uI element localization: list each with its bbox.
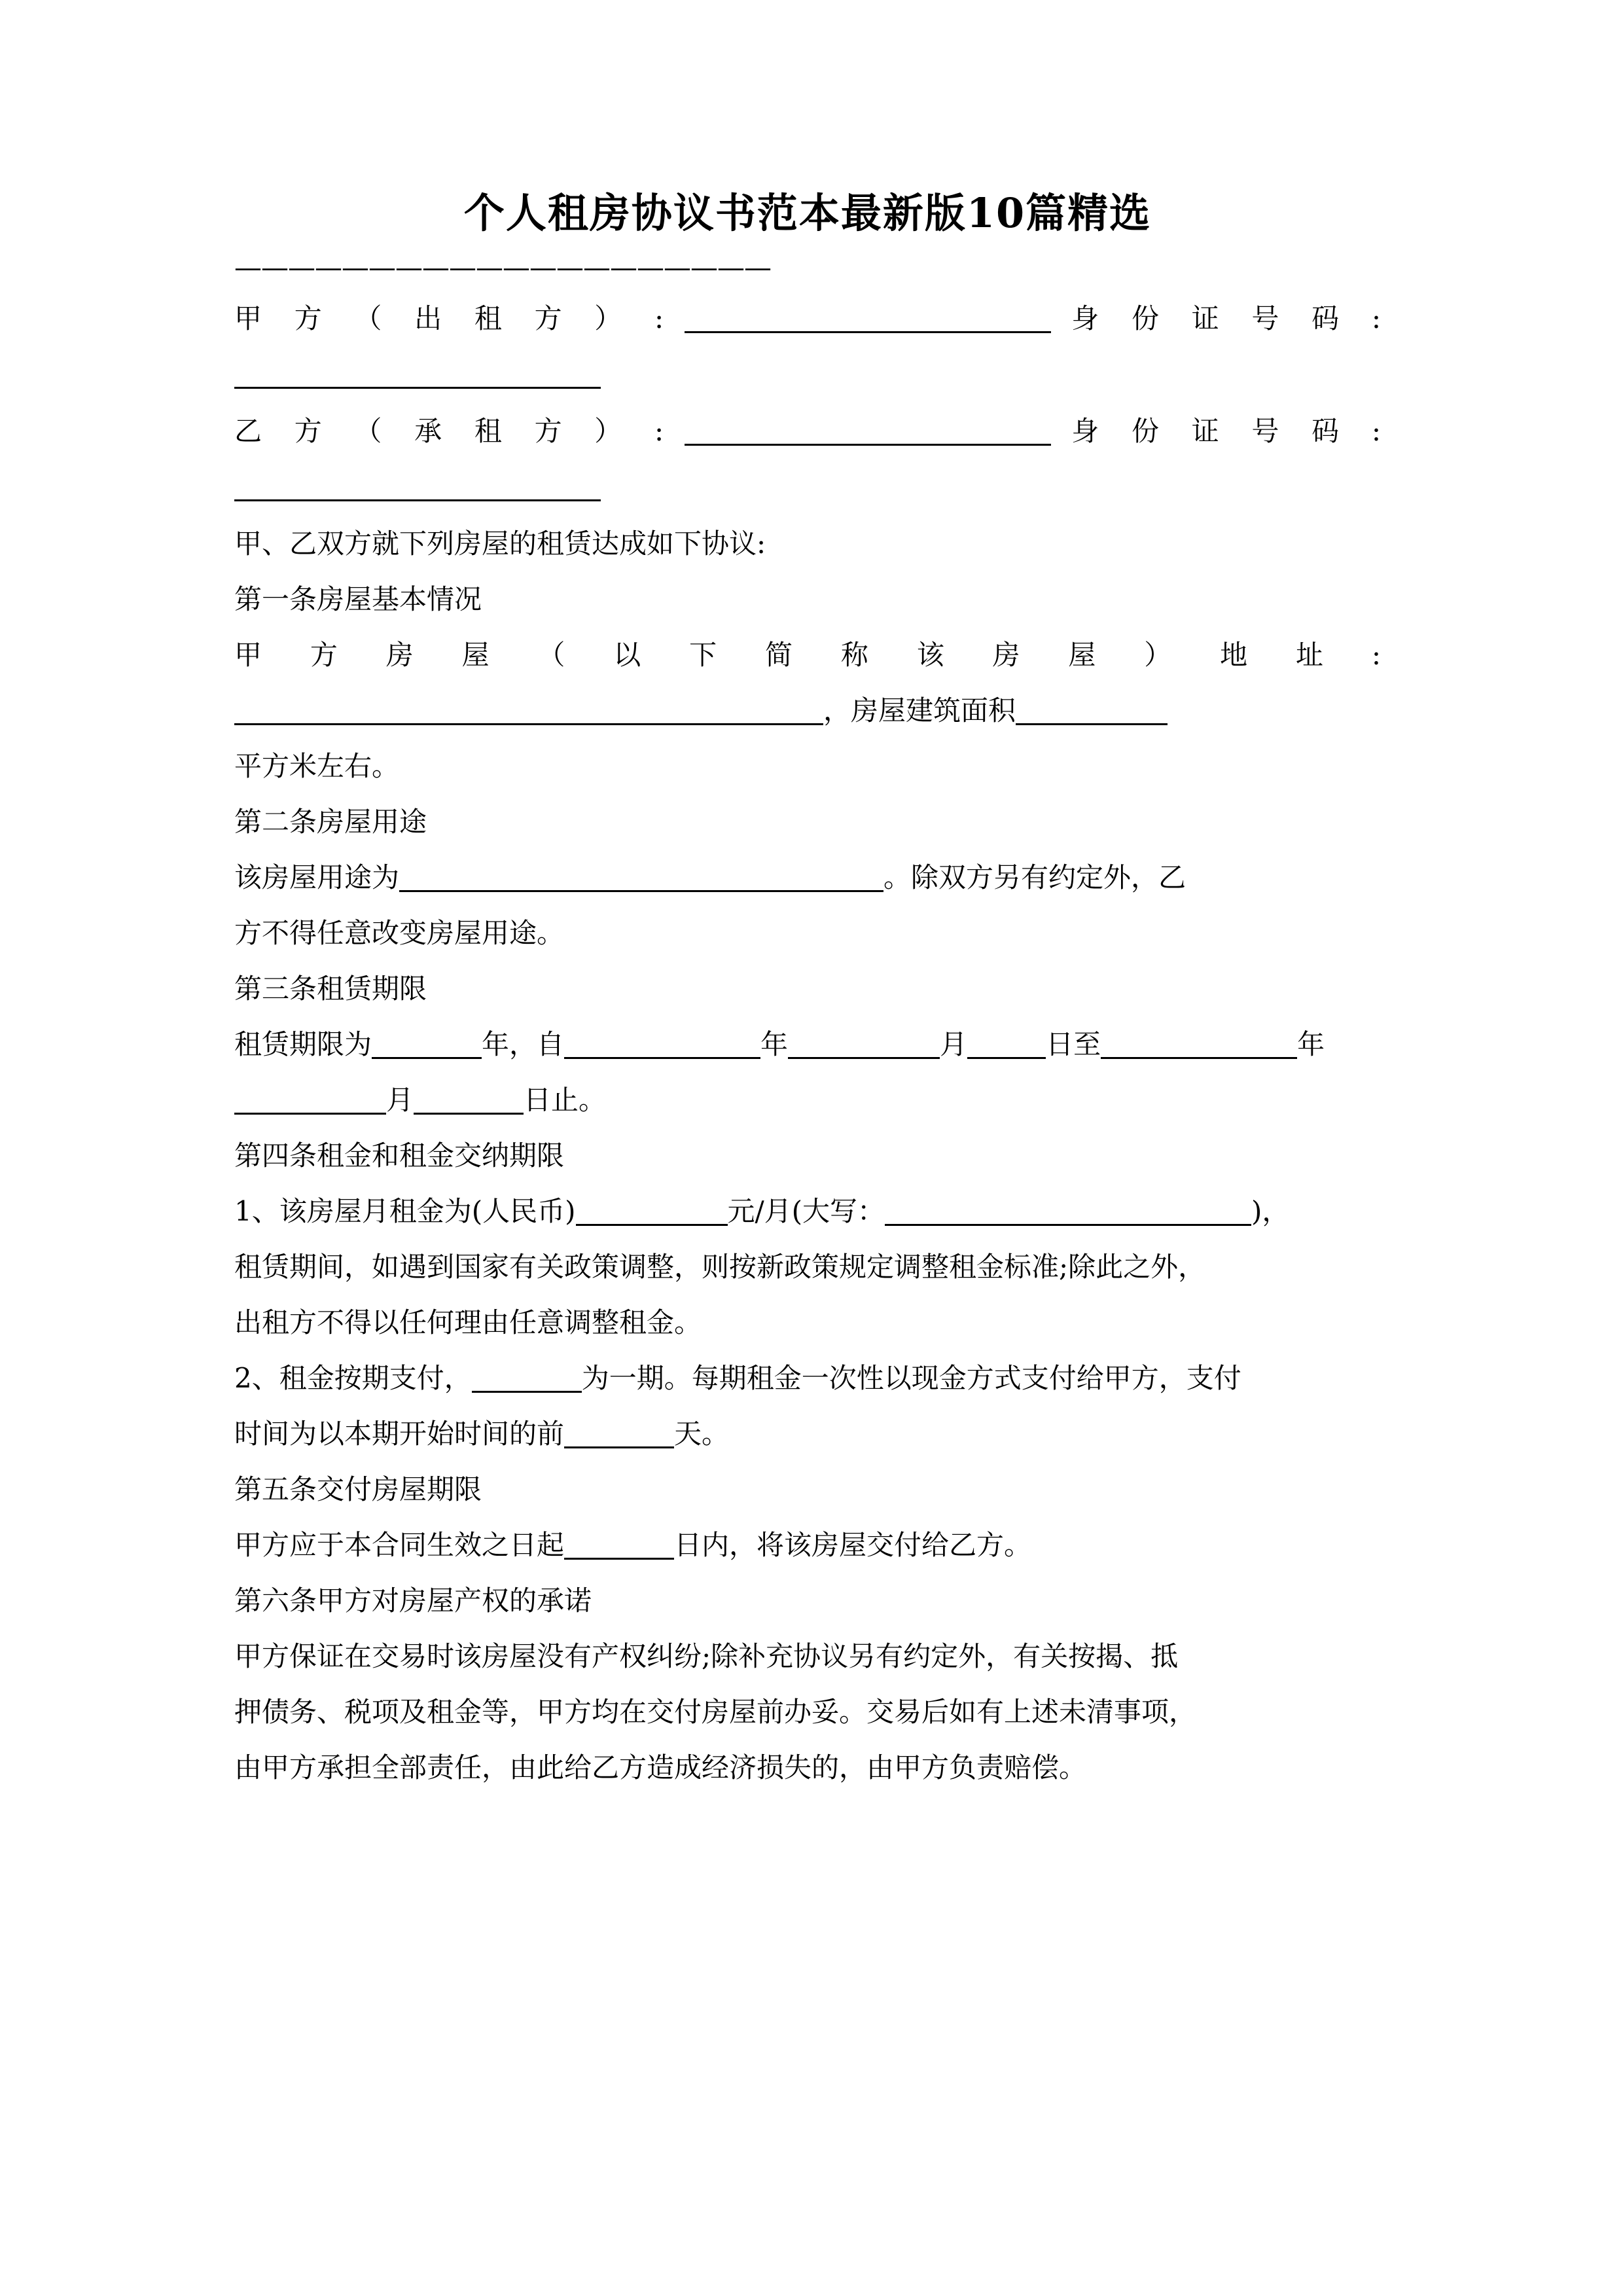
term-end-day-blank[interactable] bbox=[414, 1090, 524, 1115]
clause-3-term-line bbox=[234, 1016, 1381, 1072]
title-divider: ———————————————————— bbox=[234, 251, 771, 283]
term-y: 年 bbox=[760, 1028, 789, 1060]
clause-6-line1: 甲方保证在交易时该房屋没有产权纠纷;除补充协议另有约定外，有关按揭、抵 bbox=[234, 1640, 1179, 1672]
clause-4-item-2-line1 bbox=[234, 1350, 1381, 1406]
term-start-day-blank[interactable] bbox=[967, 1035, 1046, 1059]
term-from: 年，自 bbox=[482, 1028, 565, 1060]
term-m: 月 bbox=[940, 1028, 968, 1060]
preamble-line: 甲、乙双方就下列房屋的租赁达成如下协议: bbox=[234, 527, 766, 560]
clause-4-item-1-line3: 出租方不得以任何理由任意调整租金。 bbox=[234, 1306, 702, 1338]
term-end: 日止。 bbox=[524, 1083, 607, 1116]
clause-1-heading: 第一条房屋基本情况 bbox=[234, 583, 482, 615]
clause-3-heading: 第三条租赁期限 bbox=[234, 972, 427, 1005]
clause-4-item-1-line2: 租赁期间，如遇到国家有关政策调整，则按新政策规定调整租金标准;除此之外， bbox=[234, 1250, 1206, 1283]
rent-close-paren: )， bbox=[1251, 1194, 1290, 1227]
party-b-line bbox=[234, 403, 1381, 459]
address-label: 甲 方 房 屋 （ 以 下 简 称 该 房 屋 ） 地 址 : bbox=[234, 638, 1381, 671]
term-label: 租赁期限为 bbox=[234, 1028, 372, 1060]
clause-4-item-1-line1 bbox=[234, 1183, 1381, 1239]
deliver-days-blank[interactable] bbox=[564, 1535, 674, 1560]
party-b-id-blank[interactable] bbox=[234, 499, 601, 501]
area-label: ，房屋建筑面积 bbox=[823, 694, 1016, 726]
clause-3-term-line2 bbox=[234, 1072, 1381, 1128]
area-blank[interactable] bbox=[1016, 701, 1168, 725]
clause-6-line3: 由甲方承担全部责任，由此给乙方造成经济损失的，由甲方负责赔偿。 bbox=[234, 1751, 1087, 1784]
term-start-month-blank[interactable] bbox=[788, 1035, 940, 1059]
party-a-id-label: 身 份 证 号 码 : bbox=[1071, 302, 1382, 334]
party-a-label: 甲 方 （ 出 租 方 ） : bbox=[234, 302, 664, 334]
use-label: 该房屋用途为 bbox=[234, 861, 400, 893]
clause-1-address-line bbox=[234, 627, 1381, 683]
rent-capital-label: 元/月(大写： bbox=[727, 1194, 885, 1227]
address-blank[interactable] bbox=[234, 701, 823, 725]
clause-6-line2: 押债务、税项及租金等，甲方均在交付房屋前办妥。交易后如有上述未清事项， bbox=[234, 1695, 1197, 1728]
term-end-month-blank[interactable] bbox=[234, 1090, 386, 1115]
term-years-blank[interactable] bbox=[372, 1035, 482, 1059]
clause-1-area-unit: 平方米左右。 bbox=[234, 749, 400, 782]
rent-period-label: 2、租金按期支付， bbox=[234, 1361, 472, 1394]
rent-advance-days-blank[interactable] bbox=[564, 1424, 674, 1448]
term-y2: 年 bbox=[1297, 1028, 1325, 1060]
clause-6-heading: 第六条甲方对房屋产权的承诺 bbox=[234, 1584, 592, 1617]
term-end-year-blank[interactable] bbox=[1101, 1035, 1297, 1059]
party-b-name-blank[interactable] bbox=[685, 422, 1051, 446]
clause-2-use-line2: 方不得任意改变房屋用途。 bbox=[234, 916, 565, 949]
clause-2-use-line bbox=[234, 850, 1381, 905]
deliver-suffix: 日内，将该房屋交付给乙方。 bbox=[674, 1528, 1032, 1561]
rent-amount-label: 1、该房屋月租金为(人民币) bbox=[234, 1194, 576, 1227]
rent-advance-suffix: 天。 bbox=[674, 1417, 730, 1450]
party-a-id-blank[interactable] bbox=[234, 387, 601, 389]
party-a-name-blank[interactable] bbox=[685, 309, 1051, 333]
clause-1-address-blanks bbox=[234, 683, 1381, 738]
term-to: 日至 bbox=[1046, 1028, 1101, 1060]
clause-4-item-2-line2 bbox=[234, 1406, 1381, 1462]
rent-advance-label: 时间为以本期开始时间的前 bbox=[234, 1417, 565, 1450]
term-start-year-blank[interactable] bbox=[564, 1035, 760, 1059]
use-suffix: 。除双方另有约定外，乙 bbox=[883, 861, 1186, 893]
rent-period-suffix: 为一期。每期租金一次性以现金方式支付给甲方，支付 bbox=[581, 1361, 1241, 1394]
party-a-line bbox=[234, 291, 1381, 346]
use-blank[interactable] bbox=[399, 868, 883, 892]
clause-4-heading: 第四条租金和租金交纳期限 bbox=[234, 1139, 565, 1172]
rent-amount-blank[interactable] bbox=[576, 1202, 728, 1226]
deliver-label: 甲方应于本合同生效之日起 bbox=[234, 1528, 565, 1561]
document-content bbox=[234, 0, 1381, 1795]
term-m2: 月 bbox=[386, 1083, 414, 1116]
rent-capital-blank[interactable] bbox=[885, 1202, 1251, 1226]
clause-2-heading: 第二条房屋用途 bbox=[234, 805, 427, 838]
page-title: 个人租房协议书范本最新版10篇精选 bbox=[463, 189, 1152, 237]
clause-5-heading: 第五条交付房屋期限 bbox=[234, 1473, 482, 1505]
party-b-id-label: 身 份 证 号 码 : bbox=[1071, 414, 1382, 447]
rent-period-blank[interactable] bbox=[472, 1369, 582, 1393]
clause-5-body bbox=[234, 1517, 1381, 1573]
party-b-label: 乙 方 （ 承 租 方 ） : bbox=[234, 414, 664, 447]
